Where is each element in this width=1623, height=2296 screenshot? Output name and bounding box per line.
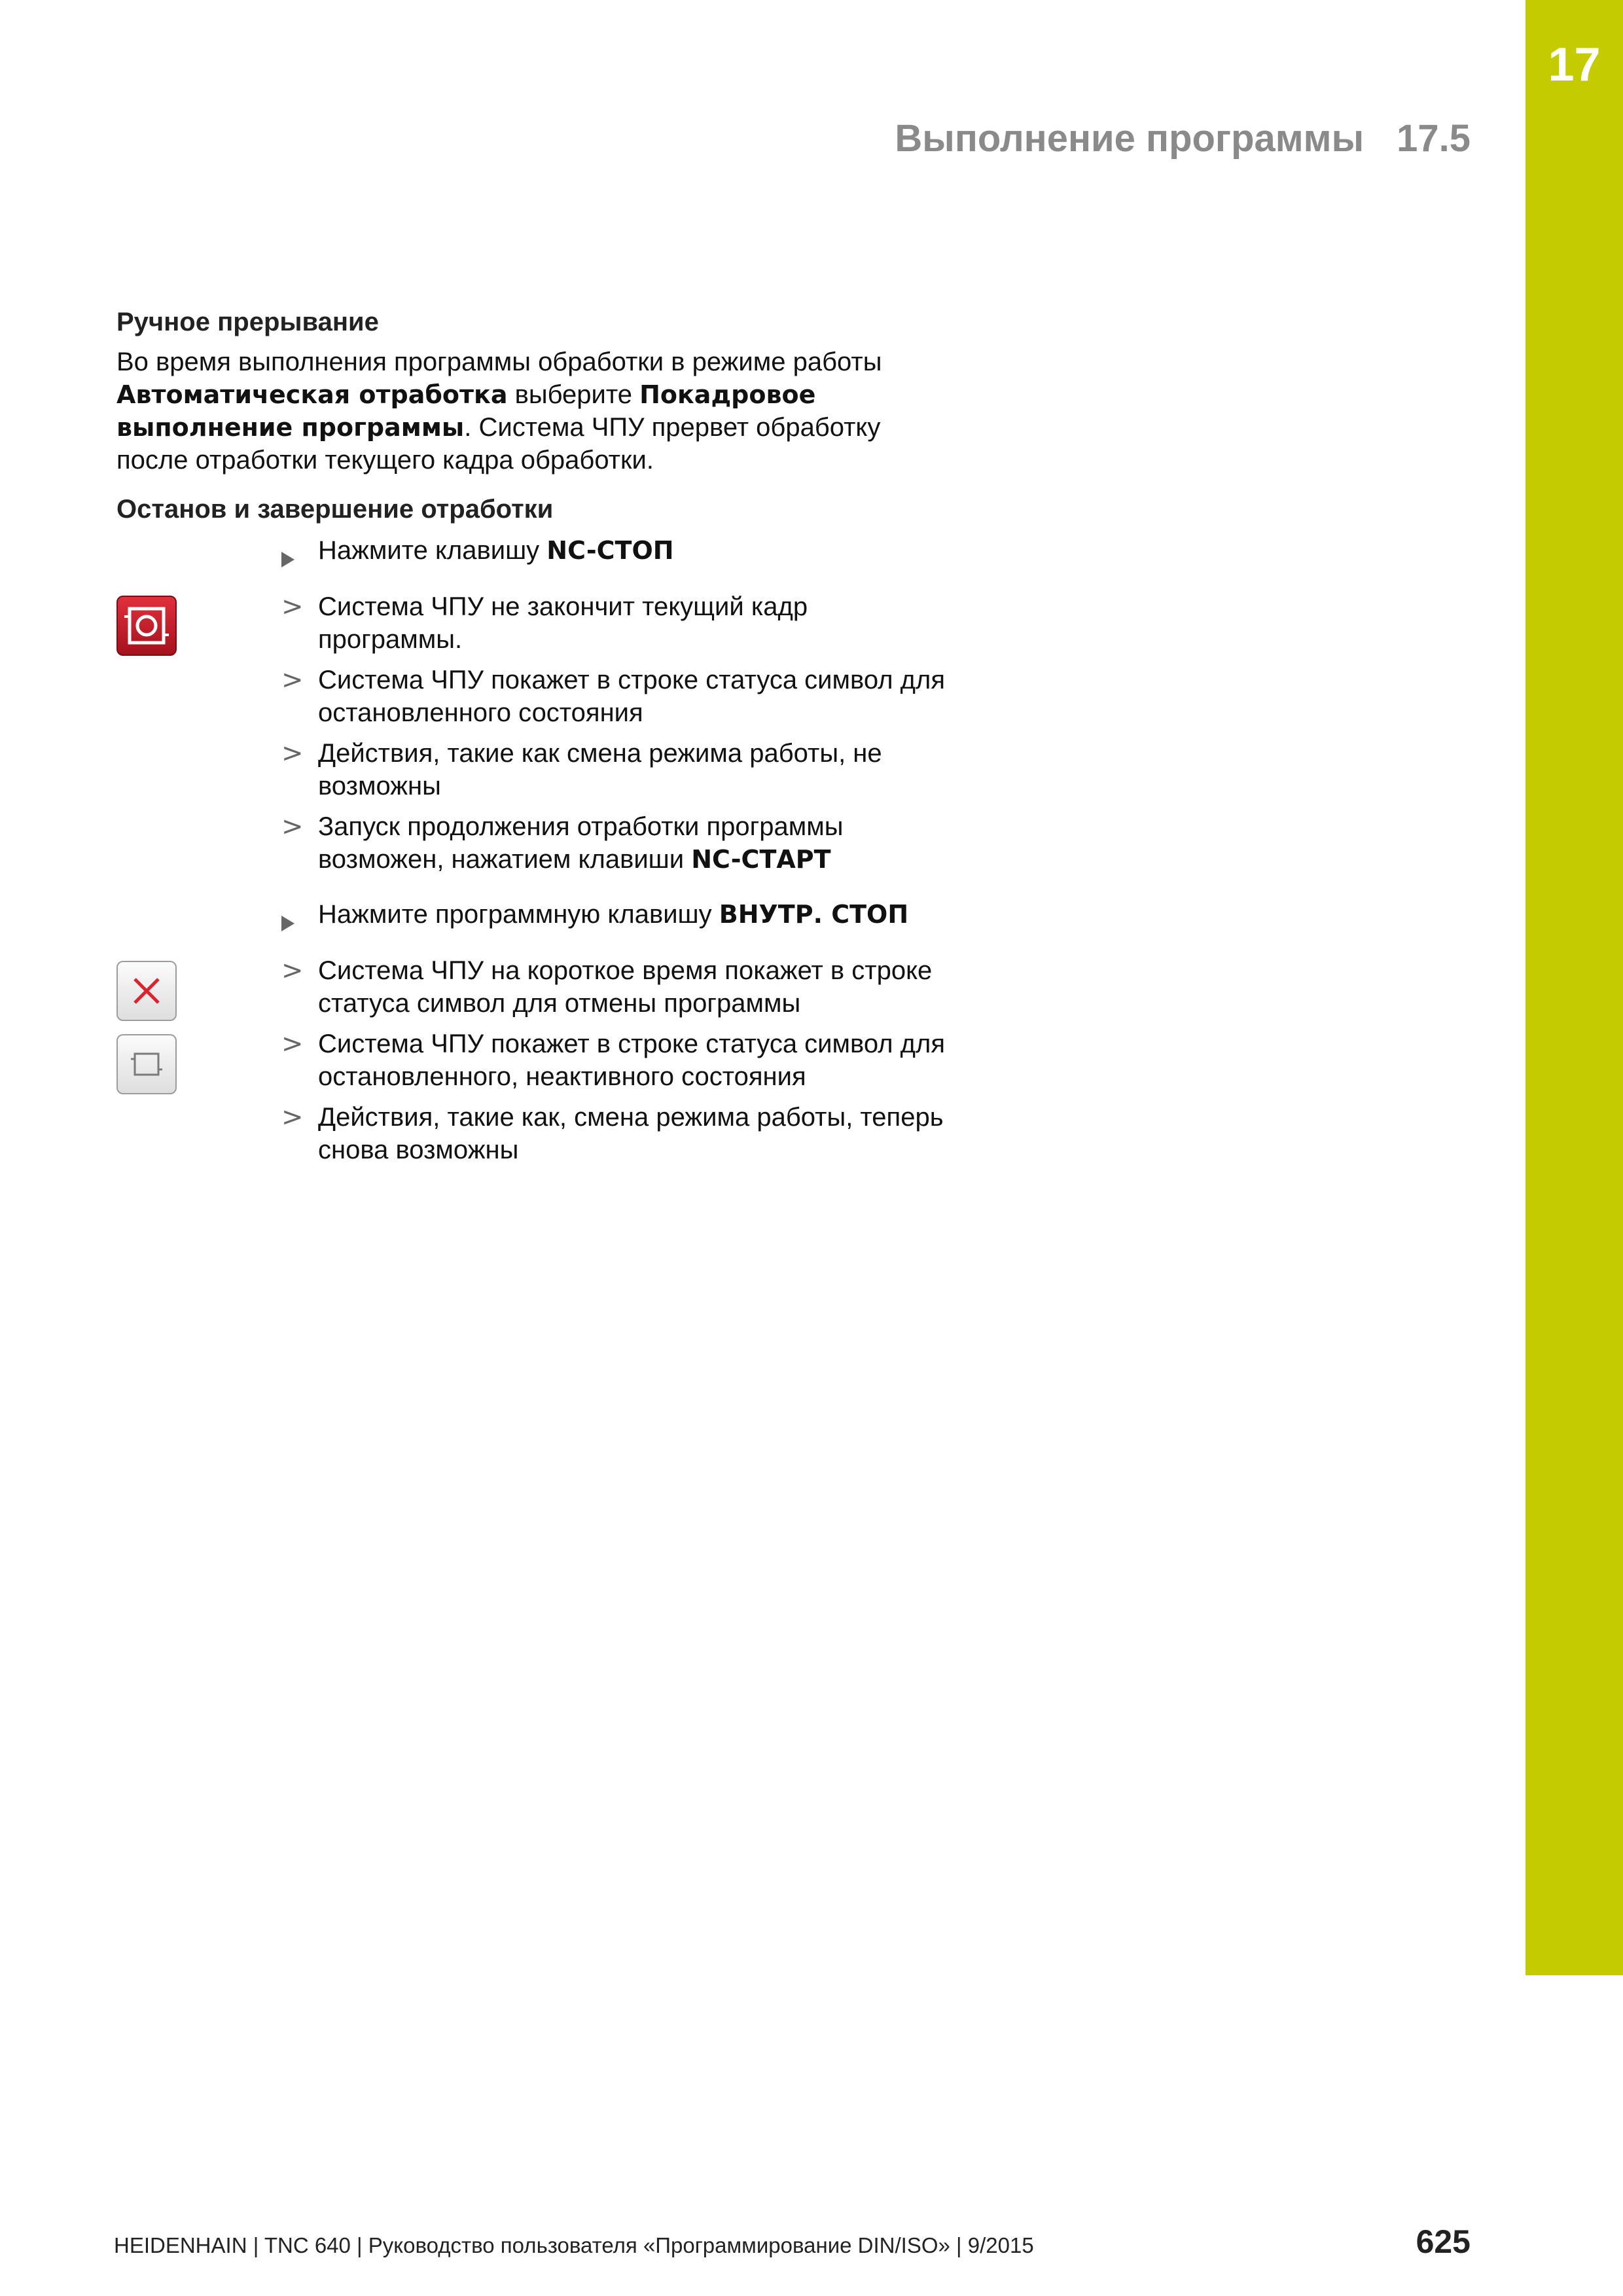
page-header bbox=[895, 117, 1471, 160]
step-triangle-icon bbox=[281, 916, 294, 931]
result-chevron-icon: > bbox=[281, 1102, 304, 1132]
nc-stop-key-icon[interactable] bbox=[116, 596, 177, 656]
result-chevron-icon: > bbox=[281, 956, 304, 986]
footer-text: HEIDENHAIN | TNC 640 | Руководство пользователя «Программирование DIN/ISO» | 9/2015 bbox=[114, 2233, 1034, 2257]
section-number: 17.5 bbox=[1397, 117, 1471, 160]
result-chevron-icon: > bbox=[281, 1029, 304, 1059]
manual-interrupt-paragraph: Во время выполнения программы обработки в режиме работы Автоматическая отработка выберите Покадровое выполнение программы. Система ЧПУ прервет обработку после отработки текущего кадра обработки. bbox=[116, 348, 882, 475]
chapter-tab bbox=[1525, 0, 1623, 1975]
stopped-state-icon bbox=[116, 1034, 177, 1094]
chapter-title: Выполнение программы bbox=[895, 117, 1364, 160]
chapter-number: 17 bbox=[1548, 39, 1601, 91]
result-chevron-icon: > bbox=[281, 738, 304, 768]
step-triangle-icon bbox=[281, 552, 294, 567]
result-chevron-icon: > bbox=[281, 665, 304, 695]
result-chevron-icon: > bbox=[281, 592, 304, 622]
page-number: 625 bbox=[1416, 2223, 1471, 2260]
result-chevron-icon: > bbox=[281, 812, 304, 842]
stop-section-heading: Останов и завершение отработки bbox=[116, 495, 554, 524]
manual-interrupt-heading: Ручное прерывание bbox=[116, 308, 379, 336]
internal-stop-softkey-icon[interactable] bbox=[116, 961, 177, 1021]
